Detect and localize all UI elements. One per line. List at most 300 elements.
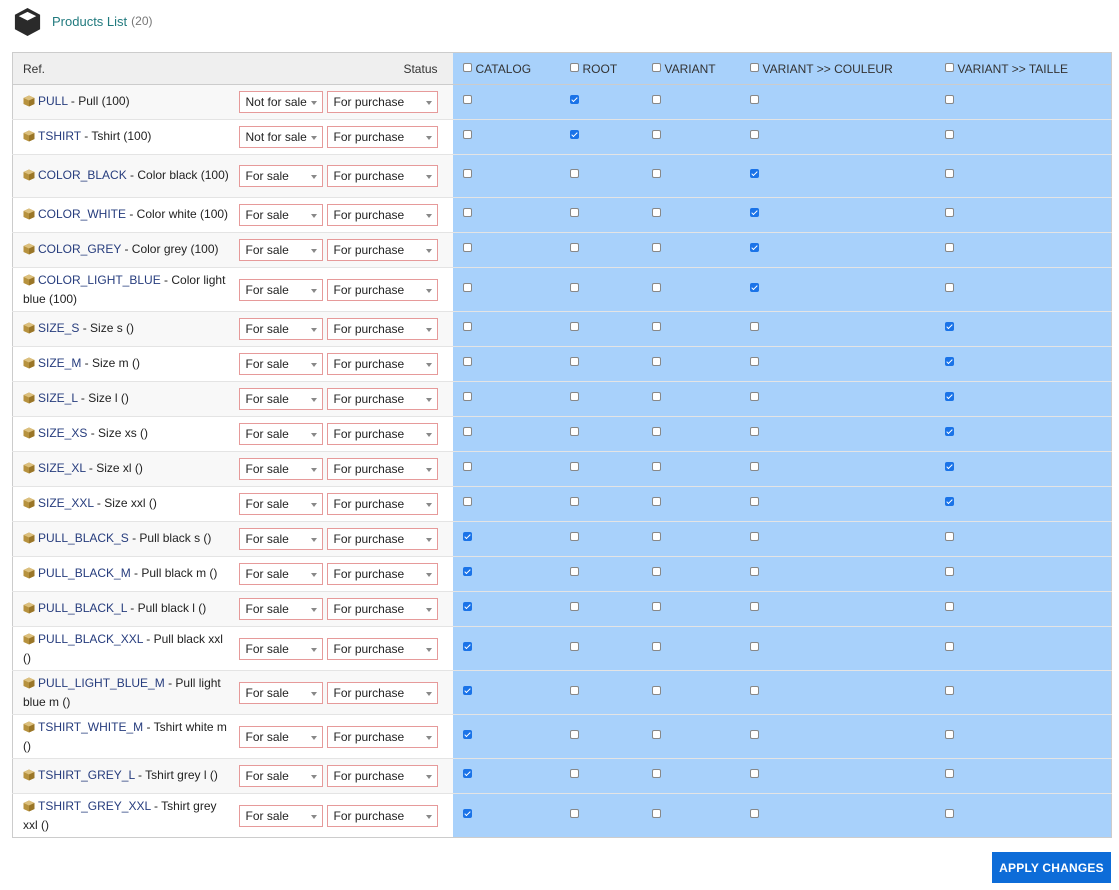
product-label: - Color white (100) [126,206,229,221]
category-checkbox[interactable] [463,497,472,506]
product-label: - Color grey (100) [121,241,219,256]
category-checkbox[interactable] [750,169,759,178]
status-cell [237,627,453,671]
product-ref-link[interactable]: PULL_BLACK_S [38,530,129,545]
dropdown-arrow-icon [311,736,317,740]
product-label: - Color light blue (100) [23,272,226,306]
category-cell [453,417,560,452]
product-label: - Size xs () [87,425,149,440]
category-cell [642,233,740,268]
product-ref-link[interactable]: SIZE_XL [38,460,86,475]
category-checkbox[interactable] [945,730,954,739]
category-cell [453,268,560,312]
product-ref-link[interactable]: TSHIRT_WHITE_M [38,719,144,734]
category-cell [935,522,1112,557]
product-ref-link[interactable]: COLOR_BLACK [38,167,127,182]
category-checkbox[interactable] [652,357,661,366]
category-checkbox[interactable] [463,208,472,217]
category-checkbox[interactable] [570,602,579,611]
category-checkbox[interactable] [750,130,759,139]
category-cell [453,382,560,417]
buy-status-select[interactable]: For purchase [327,165,438,187]
category-checkbox[interactable] [570,283,579,292]
category-checkbox[interactable] [945,130,954,139]
category-cell [453,671,560,715]
category-checkbox[interactable] [945,642,954,651]
category-checkbox[interactable] [570,462,579,471]
category-cell [740,198,935,233]
buy-status-select[interactable]: For purchase [327,682,438,704]
sell-status-select[interactable]: For sale [239,528,323,550]
category-cell [740,452,935,487]
category-cell [935,85,1112,120]
category-cell [560,715,642,759]
category-checkbox[interactable] [652,567,661,576]
category-checkbox[interactable] [945,208,954,217]
category-checkbox[interactable] [463,642,472,651]
dropdown-arrow-icon [311,101,317,105]
category-checkbox[interactable] [652,642,661,651]
buy-status-select[interactable]: For purchase [327,726,438,748]
buy-status-select[interactable]: For purchase [327,423,438,445]
category-cell [935,312,1112,347]
package-icon [23,497,35,514]
category-checkbox[interactable] [570,642,579,651]
category-checkbox[interactable] [945,283,954,292]
category-checkbox[interactable] [652,686,661,695]
table-row [13,85,1112,120]
package-icon [23,392,35,409]
category-checkbox[interactable] [652,497,661,506]
category-checkbox[interactable] [750,567,759,576]
category-checkbox[interactable] [652,130,661,139]
category-cell [642,347,740,382]
buy-status-select[interactable]: For purchase [327,638,438,660]
package-icon [23,800,35,817]
category-checkbox[interactable] [463,769,472,778]
package-icon [23,462,35,479]
product-ref-link[interactable]: PULL_BLACK_XXL [38,631,143,646]
category-checkbox[interactable] [945,322,954,331]
package-icon [23,602,35,619]
category-checkbox[interactable] [570,532,579,541]
category-cell [642,627,740,671]
category-cell [560,522,642,557]
product-label: - Tshirt grey l () [134,767,218,782]
dropdown-arrow-icon [311,648,317,652]
buy-status-select[interactable]: For purchase [327,805,438,827]
category-checkbox[interactable] [652,730,661,739]
dropdown-arrow-icon [311,398,317,402]
category-checkbox[interactable] [750,532,759,541]
ref-cell [13,120,237,155]
category-checkbox[interactable] [945,686,954,695]
category-checkbox[interactable] [463,567,472,576]
select-all-checkbox[interactable] [652,63,661,72]
category-cell [935,417,1112,452]
category-checkbox[interactable] [750,462,759,471]
category-checkbox[interactable] [463,95,472,104]
select-all-checkbox[interactable] [570,63,579,72]
category-checkbox[interactable] [945,462,954,471]
category-cell [935,382,1112,417]
product-count: (20) [131,14,153,28]
package-icon [23,274,35,291]
category-cell [740,794,935,838]
category-header-1[interactable]: ROOT [560,53,642,85]
category-checkbox[interactable] [652,169,661,178]
sell-status-select[interactable]: For sale [239,726,323,748]
category-checkbox[interactable] [463,532,472,541]
ref-cell [13,715,237,759]
apply-changes-button[interactable]: APPLY CHANGES [992,852,1111,883]
category-checkbox[interactable] [750,642,759,651]
status-cell [237,382,453,417]
category-checkbox[interactable] [945,169,954,178]
dropdown-arrow-icon [426,433,432,437]
category-checkbox[interactable] [570,567,579,576]
category-checkbox[interactable] [750,686,759,695]
category-cell [453,592,560,627]
dropdown-arrow-icon [426,573,432,577]
category-checkbox[interactable] [570,809,579,818]
category-checkbox[interactable] [570,169,579,178]
table-row [13,382,1112,417]
category-checkbox[interactable] [463,602,472,611]
category-cell [642,452,740,487]
category-checkbox[interactable] [652,392,661,401]
dropdown-arrow-icon [311,468,317,472]
category-checkbox[interactable] [463,283,472,292]
product-label: - Color black (100) [126,167,229,182]
category-cell [935,627,1112,671]
category-checkbox[interactable] [463,427,472,436]
category-cell [642,155,740,198]
dropdown-arrow-icon [311,363,317,367]
category-cell [560,382,642,417]
package-icon [23,322,35,339]
category-cell [935,120,1112,155]
category-checkbox[interactable] [652,602,661,611]
sell-status-select[interactable]: For sale [239,682,323,704]
product-ref-link[interactable]: COLOR_GREY [38,241,122,256]
status-cell [237,198,453,233]
category-cell [642,715,740,759]
category-cell [935,592,1112,627]
dropdown-arrow-icon [426,175,432,179]
category-checkbox[interactable] [945,95,954,104]
category-checkbox[interactable] [652,243,661,252]
category-checkbox[interactable] [750,392,759,401]
ref-cell [13,487,237,522]
category-checkbox[interactable] [652,809,661,818]
sell-status-select[interactable]: For sale [239,239,323,261]
category-cell [935,794,1112,838]
product-ref-link[interactable]: PULL_LIGHT_BLUE_M [38,675,165,690]
category-checkbox[interactable] [945,243,954,252]
category-checkbox[interactable] [750,95,759,104]
category-cell [642,557,740,592]
category-checkbox[interactable] [570,95,579,104]
category-cell [560,198,642,233]
status-cell [237,85,453,120]
sell-status-select[interactable]: For sale [239,563,323,585]
sell-status-select[interactable]: For sale [239,165,323,187]
category-checkbox[interactable] [750,322,759,331]
product-label: - Tshirt (100) [80,128,152,143]
ref-cell [13,347,237,382]
category-checkbox[interactable] [652,208,661,217]
category-cell [740,759,935,794]
package-icon [23,130,35,147]
category-checkbox[interactable] [750,730,759,739]
sell-status-select[interactable]: For sale [239,598,323,620]
buy-status-select[interactable]: For purchase [327,353,438,375]
dropdown-arrow-icon [426,468,432,472]
category-cell [560,417,642,452]
product-ref-link[interactable]: TSHIRT_GREY_XXL [38,798,151,813]
category-checkbox[interactable] [463,730,472,739]
category-checkbox[interactable] [750,283,759,292]
category-checkbox[interactable] [652,427,661,436]
category-checkbox[interactable] [750,809,759,818]
buy-status-select[interactable]: For purchase [327,388,438,410]
sell-status-select[interactable]: For sale [239,458,323,480]
category-cell [453,759,560,794]
buy-status-select[interactable]: For purchase [327,765,438,787]
dropdown-arrow-icon [311,136,317,140]
category-checkbox[interactable] [945,532,954,541]
category-checkbox[interactable] [570,322,579,331]
sell-status-select[interactable]: For sale [239,279,323,301]
table-row [13,312,1112,347]
category-checkbox[interactable] [945,427,954,436]
product-ref-link[interactable]: SIZE_S [38,320,80,335]
category-checkbox[interactable] [945,357,954,366]
select-all-checkbox[interactable] [945,63,954,72]
category-cell [642,85,740,120]
category-cell [560,268,642,312]
sell-status-select[interactable]: For sale [239,493,323,515]
category-checkbox[interactable] [945,392,954,401]
dropdown-arrow-icon [426,538,432,542]
ref-cell [13,233,237,268]
category-checkbox[interactable] [570,357,579,366]
category-checkbox[interactable] [463,392,472,401]
category-checkbox[interactable] [750,357,759,366]
category-cell [642,268,740,312]
dropdown-arrow-icon [426,214,432,218]
buy-status-select[interactable]: For purchase [327,204,438,226]
category-checkbox[interactable] [945,497,954,506]
category-checkbox[interactable] [945,567,954,576]
category-cell [740,627,935,671]
category-checkbox[interactable] [570,769,579,778]
buy-status-select[interactable]: For purchase [327,318,438,340]
sell-status-select[interactable]: For sale [239,318,323,340]
status-cell [237,592,453,627]
product-ref-link[interactable]: TSHIRT_GREY_L [38,767,135,782]
sell-status-select[interactable]: For sale [239,353,323,375]
category-cell [740,382,935,417]
product-ref-link[interactable]: TSHIRT [38,128,81,143]
dropdown-arrow-icon [311,608,317,612]
sell-status-select[interactable]: For sale [239,423,323,445]
category-header-2[interactable]: VARIANT [642,53,740,85]
ref-cell [13,794,237,838]
buy-status-select[interactable]: For purchase [327,493,438,515]
category-checkbox[interactable] [750,497,759,506]
category-checkbox[interactable] [945,809,954,818]
sell-status-select[interactable]: For sale [239,765,323,787]
product-ref-link[interactable]: SIZE_XXL [38,495,94,510]
buy-status-select[interactable]: For purchase [327,126,438,148]
sell-status-select[interactable]: For sale [239,638,323,660]
category-checkbox[interactable] [463,130,472,139]
sell-status-select[interactable]: For sale [239,805,323,827]
category-checkbox[interactable] [652,95,661,104]
ref-cell [13,627,237,671]
category-cell [935,155,1112,198]
category-cell [740,557,935,592]
buy-status-select[interactable]: For purchase [327,563,438,585]
sell-status-select[interactable]: Not for sale [239,91,323,113]
category-checkbox[interactable] [463,686,472,695]
category-checkbox[interactable] [570,208,579,217]
category-cell [453,627,560,671]
table-row [13,671,1112,715]
table-row [13,120,1112,155]
category-checkbox[interactable] [945,769,954,778]
status-cell [237,557,453,592]
product-ref-link[interactable]: SIZE_M [38,355,82,370]
product-label: - Pull (100) [67,93,130,108]
category-cell [740,85,935,120]
table-row [13,794,1112,838]
category-cell [453,794,560,838]
package-icon [23,532,35,549]
category-checkbox[interactable] [750,208,759,217]
table-row [13,487,1112,522]
dropdown-arrow-icon [426,289,432,293]
category-checkbox[interactable] [570,392,579,401]
package-icon [23,633,35,650]
category-cell [642,312,740,347]
category-checkbox[interactable] [750,769,759,778]
category-cell [935,268,1112,312]
category-cell [560,452,642,487]
category-header-0[interactable]: CATALOG [453,53,560,85]
category-checkbox[interactable] [750,243,759,252]
category-checkbox[interactable] [652,532,661,541]
category-checkbox[interactable] [652,769,661,778]
category-checkbox[interactable] [652,322,661,331]
category-checkbox[interactable] [463,809,472,818]
package-icon [23,208,35,225]
category-cell [642,759,740,794]
sell-status-select[interactable]: Not for sale [239,126,323,148]
category-checkbox[interactable] [463,169,472,178]
sell-status-select[interactable]: For sale [239,388,323,410]
package-icon [23,243,35,260]
category-checkbox[interactable] [570,427,579,436]
dropdown-arrow-icon [311,775,317,779]
category-checkbox[interactable] [652,462,661,471]
product-ref-link[interactable]: PULL_BLACK_M [38,565,131,580]
select-all-checkbox[interactable] [463,63,472,72]
ref-cell [13,452,237,487]
product-label: - Tshirt white m () [23,719,227,753]
category-checkbox[interactable] [570,730,579,739]
buy-status-select[interactable]: For purchase [327,91,438,113]
dropdown-arrow-icon [426,101,432,105]
category-cell [453,715,560,759]
product-ref-link[interactable]: COLOR_WHITE [38,206,127,221]
package-icon [23,357,35,374]
category-checkbox[interactable] [463,243,472,252]
category-checkbox[interactable] [570,130,579,139]
category-checkbox[interactable] [463,462,472,471]
product-ref-link[interactable]: SIZE_XS [38,425,88,440]
category-header-3[interactable]: VARIANT >> COULEUR [740,53,935,85]
category-cell [642,671,740,715]
buy-status-select[interactable]: For purchase [327,598,438,620]
category-checkbox[interactable] [570,243,579,252]
product-ref-link[interactable]: COLOR_LIGHT_BLUE [38,272,161,287]
status-column-header: Status [237,53,453,85]
category-cell [642,120,740,155]
product-ref-link[interactable]: PULL [38,93,68,108]
buy-status-select[interactable]: For purchase [327,279,438,301]
product-ref-link[interactable]: SIZE_L [38,390,78,405]
category-checkbox[interactable] [945,602,954,611]
select-all-checkbox[interactable] [750,63,759,72]
category-checkbox[interactable] [570,497,579,506]
category-cell [740,522,935,557]
sell-status-select[interactable]: For sale [239,204,323,226]
buy-status-select[interactable]: For purchase [327,458,438,480]
ref-cell [13,85,237,120]
buy-status-select[interactable]: For purchase [327,528,438,550]
category-checkbox[interactable] [652,283,661,292]
category-checkbox[interactable] [463,322,472,331]
dropdown-arrow-icon [426,249,432,253]
buy-status-select[interactable]: For purchase [327,239,438,261]
category-cell [560,120,642,155]
dropdown-arrow-icon [426,503,432,507]
category-cell [642,522,740,557]
product-ref-link[interactable]: PULL_BLACK_L [38,600,127,615]
category-checkbox[interactable] [750,602,759,611]
category-cell [453,198,560,233]
category-checkbox[interactable] [463,357,472,366]
page-title[interactable]: Products List [52,13,128,29]
table-row [13,155,1112,198]
status-cell [237,233,453,268]
ref-cell [13,522,237,557]
dropdown-arrow-icon [311,815,317,819]
category-cell [453,312,560,347]
category-cell [560,557,642,592]
category-cell [935,671,1112,715]
category-cell [560,347,642,382]
category-checkbox[interactable] [750,427,759,436]
status-cell [237,120,453,155]
category-header-4[interactable]: VARIANT >> TAILLE [935,53,1112,85]
category-checkbox[interactable] [570,686,579,695]
product-label: - Size xl () [85,460,143,475]
category-cell [740,671,935,715]
